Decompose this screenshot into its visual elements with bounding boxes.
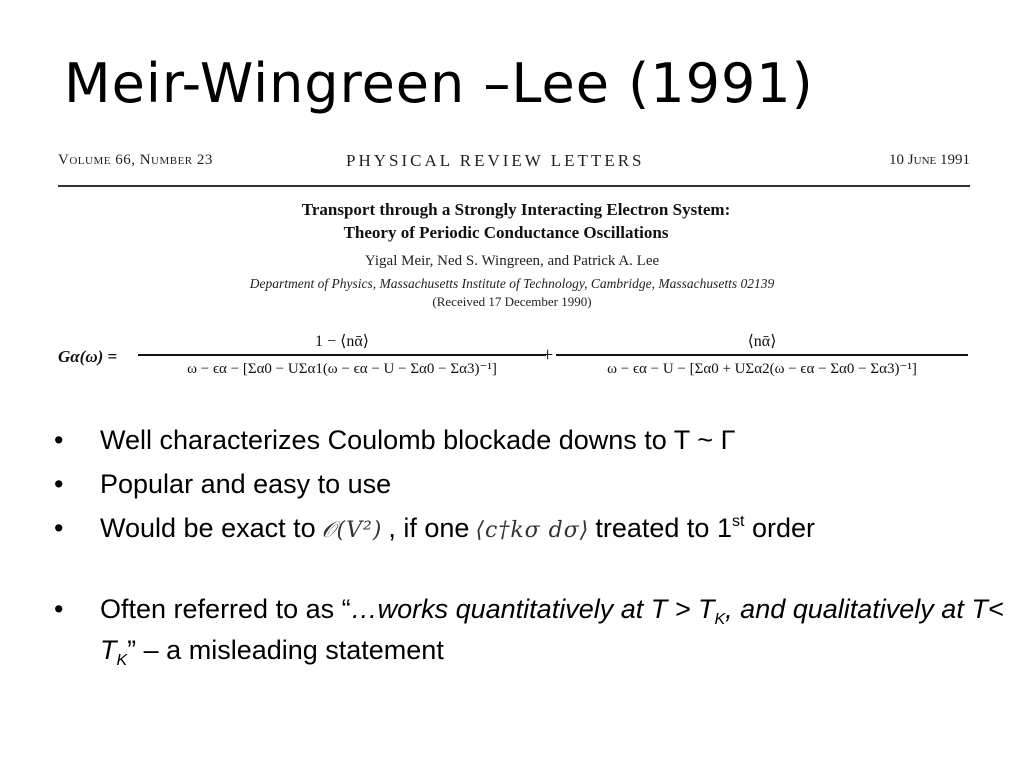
bullet-3-pre: Would be exact to (100, 513, 316, 543)
bullet-3-end: order (751, 513, 815, 543)
bullet-dot: • (54, 469, 64, 499)
fraction-1-numerator: 1 − ⟨nᾱ⟩ (315, 333, 369, 350)
paper-header (58, 152, 970, 182)
bullet-dot: • (54, 594, 64, 624)
paper-date: 10 June 1991 (889, 152, 970, 168)
paper-journal: PHYSICAL REVIEW LETTERS (346, 151, 645, 170)
equation-plus: + (542, 344, 554, 366)
bullet-3-superscript: st (731, 513, 745, 530)
bullet-4-subscript-1: K (714, 611, 726, 628)
bullet-4-subscript-2: K (116, 652, 128, 669)
equation-fraction-1 (138, 330, 546, 380)
bullet-2-text: Popular and easy to use (100, 469, 392, 499)
bullet-item-2 (54, 468, 1014, 500)
equation-lhs: Gα(ω) = (58, 347, 118, 366)
fraction-1-denominator: ω − ϵα − [Σα0 − UΣα1(ω − ϵα − U − Σα0 − Σα3)⁻¹] (187, 360, 497, 377)
paper-affiliation: Department of Physics, Massachusetts Institute of Technology, Cambridge, Massachusetts 02139 (249, 276, 775, 291)
bullet-list (54, 424, 1014, 685)
fraction-2-denominator: ω − ϵα − U − [Σα0 + UΣα2(ω − ϵα − Σα0 − Σα3)⁻¹] (607, 360, 917, 377)
paper-volume: Volume 66, Number 23 (58, 152, 213, 168)
bullet-4-italic-1: …works quantitatively at T > T (350, 594, 715, 624)
slide-title: Meir-Wingreen –Lee (1991) (64, 52, 814, 115)
equation-fraction-2 (556, 330, 968, 380)
header-rule (58, 185, 970, 187)
paper-authors: Yigal Meir, Ned S. Wingreen, and Patrick A. Lee (364, 253, 660, 269)
bullet-dot: • (54, 425, 64, 455)
paper-title-line1: Transport through a Strongly Interacting Electron System: (301, 200, 731, 219)
order-v-squared-formula: 𝒪(V²) (321, 518, 383, 543)
paper-received: (Received 17 December 1990) (432, 294, 592, 309)
bullet-4-italic-2: , and qualitatively at T< T (100, 594, 1004, 665)
bullet-3-mid: , if one (388, 513, 470, 543)
bullet-3-post: treated to 1 (595, 513, 732, 543)
paper-title-line2: Theory of Periodic Conductance Oscillations (343, 223, 669, 242)
correlator-formula: ⟨c†kσ dσ⟩ (475, 518, 590, 543)
bullet-dot: • (54, 513, 64, 543)
bullet-4-post: ” – a misleading statement (127, 635, 444, 665)
bullet-item-3 (54, 512, 1014, 549)
green-function-equation (58, 330, 970, 385)
bullet-4-pre: Often referred to as “ (100, 594, 351, 624)
bullet-1-text: Well characterizes Coulomb blockade downs to T ~ Γ (100, 425, 736, 455)
bullet-item-1 (54, 424, 1014, 456)
bullet-item-4 (54, 591, 1014, 673)
fraction-2-numerator: ⟨nᾱ⟩ (747, 333, 777, 350)
